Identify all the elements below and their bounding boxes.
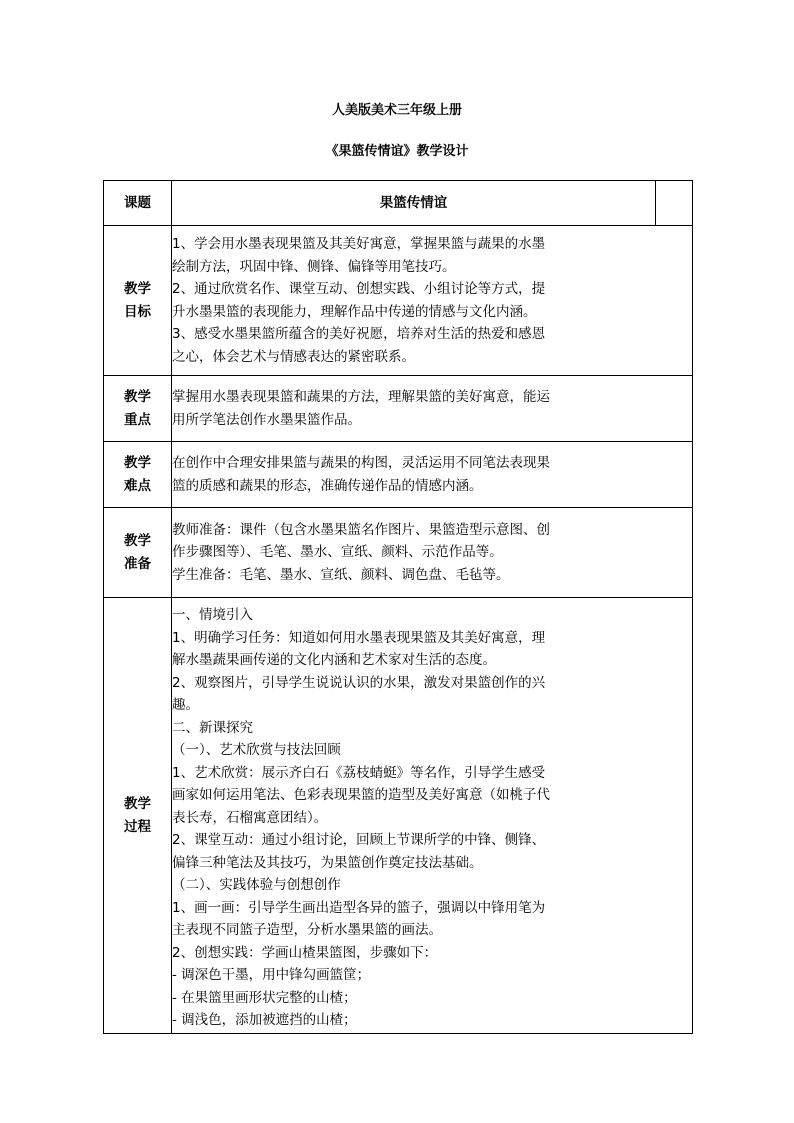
preparation-line: 学生准备：毛笔、墨水、宣纸、颜料、调色盘、毛毡等。	[172, 566, 510, 583]
process-label	[104, 598, 172, 1034]
process-line: 2、观察图片，引导学生说说认识的水果，激发对果篮创作的兴	[172, 674, 546, 691]
goals-line: 之心，体会艺术与情感表达的紧密联系。	[172, 348, 415, 365]
difficulties-line: 在创作中合理安排果篮与蔬果的构图，灵活运用不同笔法表现果	[172, 455, 550, 471]
key-points-line: 掌握用水墨表现果篮和蔬果的方法，理解果篮的美好寓意，能运	[172, 389, 550, 405]
process-content	[172, 598, 693, 1034]
key-points-content	[172, 376, 693, 442]
document-title: 人美版美术三年级上册	[331, 103, 462, 118]
process-line: 1、画一画：引导学生画出造型各异的篮子，强调以中锋用笔为	[172, 899, 546, 916]
preparation-line: 作步骤图等）、毛笔、墨水、宣纸、颜料、示范作品等。	[172, 544, 503, 561]
process-line: （一）、艺术欣赏与技法回顾	[172, 742, 341, 758]
process-line: 表长寿，石榴寓意团结）。	[172, 809, 328, 826]
process-label-line2: 过程	[124, 818, 151, 835]
process-line: 2、创想实践：学画山楂果篮图，步骤如下：	[172, 944, 438, 961]
process-line: 主表现不同篮子造型，分析水墨果篮的画法。	[172, 922, 442, 938]
difficulties-label-line1: 教学	[124, 455, 151, 471]
key-points-label-line2: 重点	[124, 411, 151, 428]
goals-label-line2: 目标	[124, 303, 151, 320]
process-line: 画家如何运用笔法、色彩表现果篮的造型及美好寓意（如桃子代	[172, 787, 550, 803]
process-line: 二、新课探究	[172, 719, 253, 736]
process-line: 解水墨蔬果画传递的文化内涵和艺术家对生活的态度。	[172, 652, 496, 668]
goals-content	[172, 226, 693, 376]
row-topic	[104, 181, 693, 226]
process-line: - 在果篮里画形状完整的山楂；	[172, 989, 357, 1006]
process-line: 2、课堂互动：通过小组讨论，回顾上节课所学的中锋、侧锋、	[172, 832, 546, 848]
goals-line: 3、感受水墨果篮所蕴含的美好祝愿，培养对生活的热爱和感恩	[172, 326, 546, 342]
preparation-label	[104, 508, 172, 598]
process-line: 一、情境引入	[172, 607, 253, 623]
preparation-label-line1: 教学	[124, 533, 151, 549]
row-key-points	[104, 376, 693, 442]
goals-line: 1、学会用水墨表现果篮及其美好寓意，掌握果篮与蔬果的水墨	[172, 236, 546, 252]
topic-label: 课题	[104, 181, 172, 226]
process-line: - 调浅色，添加被遮挡的山楂；	[172, 1012, 357, 1028]
process-line: 趣。	[172, 697, 199, 713]
goals-label-line1: 教学	[124, 281, 151, 297]
lesson-plan-table	[103, 180, 693, 1034]
key-points-label-line1: 教学	[124, 389, 151, 405]
topic-value: 果篮传情谊	[172, 181, 656, 226]
goals-label	[104, 226, 172, 376]
row-process	[104, 598, 693, 1034]
preparation-line: 教师准备：课件（包含水墨果篮名作图片、果篮造型示意图、创	[172, 521, 550, 538]
process-line: （二）、实践体验与创想创作	[172, 877, 341, 893]
process-label-line1: 教学	[124, 796, 151, 812]
process-line: 1、艺术欣赏：展示齐白石《荔枝蜻蜓》等名作，引导学生感受	[172, 764, 546, 781]
difficulties-label	[104, 442, 172, 508]
topic-extra-cell	[656, 181, 693, 226]
key-points-label	[104, 376, 172, 442]
process-line: 1、明确学习任务：知道如何用水墨表现果篮及其美好寓意，理	[172, 629, 546, 646]
goals-line: 2、通过欣赏名作、课堂互动、创想实践、小组讨论等方式，提	[172, 281, 546, 297]
key-points-line: 用所学笔法创作水墨果篮作品。	[172, 411, 361, 428]
document-subtitle: 《果篮传情谊》教学设计	[325, 144, 469, 159]
difficulties-content	[172, 442, 693, 508]
row-difficulties	[104, 442, 693, 508]
difficulties-line: 篮的质感和蔬果的形态，准确传递作品的情感内涵。	[172, 477, 483, 494]
goals-line: 升水墨果篮的表现能力，理解作品中传递的情感与文化内涵。	[172, 303, 537, 320]
row-goals	[104, 226, 693, 376]
preparation-label-line2: 准备	[124, 555, 151, 572]
process-line: 偏锋三种笔法及其技巧，为果篮创作奠定技法基础。	[172, 854, 483, 871]
process-line: - 调深色干墨，用中锋勾画篮筐；	[172, 967, 371, 983]
preparation-content	[172, 508, 693, 598]
row-preparation	[104, 508, 693, 598]
difficulties-label-line2: 难点	[124, 477, 151, 494]
goals-line: 绘制方法，巩固中锋、侧锋、偏锋等用笔技巧。	[172, 258, 456, 275]
